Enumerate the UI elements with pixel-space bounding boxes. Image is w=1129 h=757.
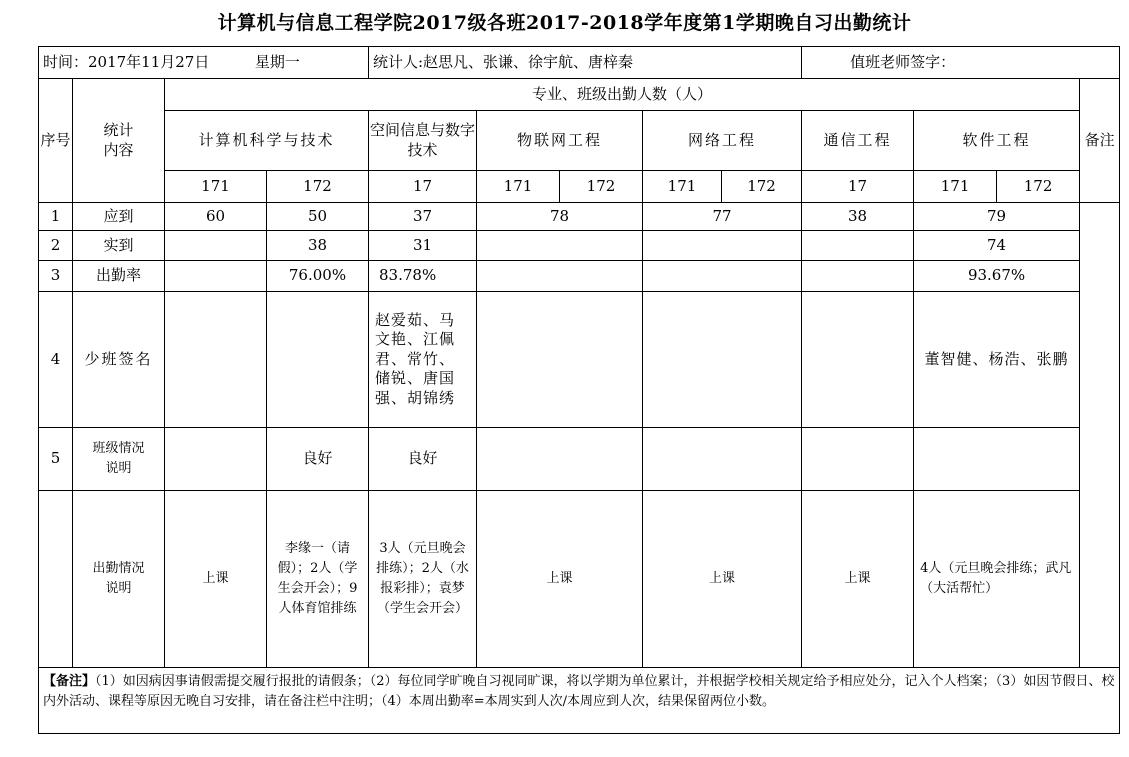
- cell: 79: [914, 203, 1080, 231]
- cell: [165, 261, 267, 292]
- row-no: 1: [39, 203, 73, 231]
- row-no: 5: [39, 428, 73, 491]
- cell: [267, 292, 369, 428]
- cell: 上课: [802, 491, 914, 668]
- row-label: 班级情况说明: [73, 428, 165, 491]
- cell: [802, 231, 914, 261]
- cell: [802, 428, 914, 491]
- info-time-cell: [39, 47, 369, 79]
- remark-cell: [1080, 203, 1120, 668]
- cell: [802, 261, 914, 292]
- class-sw-172: 172: [997, 171, 1080, 203]
- cell: [643, 428, 802, 491]
- row-label: 出勤情况说明: [73, 491, 165, 668]
- row-label: 实到: [73, 231, 165, 261]
- class-net-172: 172: [722, 171, 802, 203]
- class-telecom-17: 17: [802, 171, 914, 203]
- attendance-table: [38, 46, 1120, 734]
- cell: 4人（元旦晚会排练；武凡（大活帮忙）: [914, 491, 1080, 668]
- cell: [477, 428, 643, 491]
- cell: 77: [643, 203, 802, 231]
- row-label: 出勤率: [73, 261, 165, 292]
- cell: 74: [914, 231, 1080, 261]
- footnote-label: 【备注】: [43, 674, 96, 689]
- cell: [477, 261, 643, 292]
- cell: [477, 292, 643, 428]
- row-no: 3: [39, 261, 73, 292]
- cell: 93.67%: [914, 261, 1080, 292]
- major-network: 网络工程: [643, 111, 802, 171]
- signature-cell: 赵爱茹、马文艳、江佩君、常竹、储锐、唐国强、胡锦绣: [369, 292, 477, 428]
- cell: 83.78%: [369, 261, 477, 292]
- header-content: 统计 内容: [73, 79, 165, 203]
- cell: 37: [369, 203, 477, 231]
- row-label: 少班签名: [73, 292, 165, 428]
- major-telecom: 通信工程: [802, 111, 914, 171]
- cell: 上课: [477, 491, 643, 668]
- major-cs: 计算机科学与技术: [165, 111, 369, 171]
- class-sw-171: 171: [914, 171, 997, 203]
- cell: 李缘一（请假）；2人（学生会开会）；9人体育馆排练: [267, 491, 369, 668]
- teacher-sign-field[interactable]: 值班老师签字：: [802, 47, 1120, 79]
- cell: 良好: [267, 428, 369, 491]
- footnote: [39, 668, 1120, 734]
- header-seq: 序号: [39, 79, 73, 203]
- cell: [165, 292, 267, 428]
- signature-cell: 董智健、杨浩、张鹏: [914, 292, 1080, 428]
- cell: 良好: [369, 428, 477, 491]
- header-remark: 备注: [1080, 79, 1120, 203]
- class-iot-171: 171: [477, 171, 560, 203]
- cell: [165, 428, 267, 491]
- row-no: 2: [39, 231, 73, 261]
- table-row: [39, 292, 1120, 428]
- footnote-text: （1）如因病因事请假需提交履行报批的请假条；（2）每位同学旷晚自习视同旷课，将以学期为单位累计，并根据学校相关规定给予相应处分，记入个人档案；（3）如因节假日、校内外活动、课程等原因无晚自习安排，请在备注栏中注明；（4）本周出勤率=本周实到人次/本周应到人次，结果保留两位小数。: [43, 674, 1115, 709]
- cell: [643, 292, 802, 428]
- cell: 60: [165, 203, 267, 231]
- table-row: [39, 428, 1120, 491]
- info-time: 时间：2017年11月27日: [43, 52, 210, 71]
- row-label: 应到: [73, 203, 165, 231]
- cell: 50: [267, 203, 369, 231]
- cell: 上课: [643, 491, 802, 668]
- cell: 38: [802, 203, 914, 231]
- cell: 76.00%: [267, 261, 369, 292]
- class-spatial-17: 17: [369, 171, 477, 203]
- class-cs-172: 172: [267, 171, 369, 203]
- cell: 78: [477, 203, 643, 231]
- cell: 31: [369, 231, 477, 261]
- cell: [914, 428, 1080, 491]
- class-iot-172: 172: [560, 171, 643, 203]
- row-no: [39, 491, 73, 668]
- class-net-171: 171: [643, 171, 722, 203]
- cell: 3人（元旦晚会排练）；2人（水报彩排）；袁梦（学生会开会）: [369, 491, 477, 668]
- cell: [165, 231, 267, 261]
- cell: [643, 231, 802, 261]
- major-spatial: 空间信息与数字技术: [369, 111, 477, 171]
- info-weekday: 星期一: [254, 52, 300, 71]
- table-row: [39, 261, 1120, 292]
- table-row: [39, 491, 1120, 668]
- major-iot: 物联网工程: [477, 111, 643, 171]
- table-row: [39, 231, 1120, 261]
- cell: 38: [267, 231, 369, 261]
- major-software: 软件工程: [914, 111, 1080, 171]
- class-cs-171: 171: [165, 171, 267, 203]
- page-title: 计算机与信息工程学院2017级各班2017-2018学年度第1学期晚自习出勤统计: [217, 12, 912, 34]
- table-row: [39, 203, 1120, 231]
- cell: [643, 261, 802, 292]
- cell: [802, 292, 914, 428]
- cell: [477, 231, 643, 261]
- row-no: 4: [39, 292, 73, 428]
- cell: 上课: [165, 491, 267, 668]
- info-counters: 统计人:赵思凡、张谦、徐宇航、唐梓秦: [369, 47, 802, 79]
- header-group: 专业、班级出勤人数（人）: [165, 79, 1080, 111]
